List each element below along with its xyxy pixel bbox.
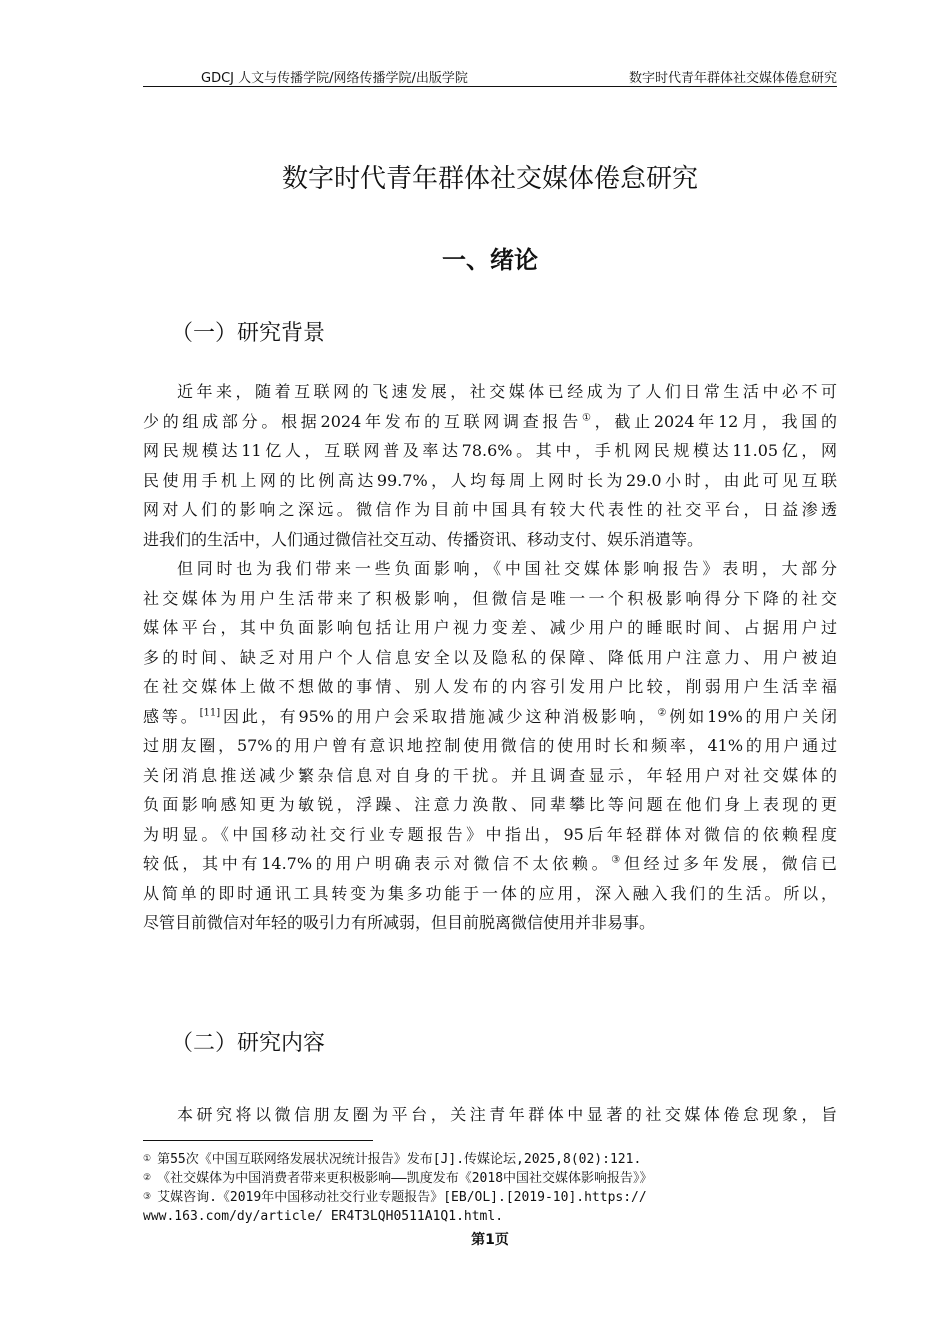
footnote-divider bbox=[143, 1140, 373, 1141]
footnote-text: 第55次《中国互联网络发展状况统计报告》发布[J].传媒论坛,2025,8(02):121. bbox=[157, 1152, 642, 1167]
footnotes bbox=[143, 1150, 843, 1226]
paragraph-line bbox=[143, 849, 837, 879]
paragraph-line: 关闭消息推送减少繁杂信息对自身的干扰。并且调查显示，年轻用户对社交媒体的 bbox=[143, 765, 837, 785]
body-text-background bbox=[143, 377, 837, 938]
paragraph-line: 进我们的生活中，人们通过微信社交互动、传播资讯、移动支付、娱乐消遣等。 bbox=[143, 529, 704, 549]
footnote-2 bbox=[143, 1169, 843, 1188]
subsection-heading-content: （二）研究内容 bbox=[171, 1031, 326, 1056]
text-run: 较低，其中有14.7%的用户明确表示对微信不太依赖。 bbox=[143, 854, 612, 873]
text-run: 少的组成部分。根据2024年发布的互联网调查报告 bbox=[143, 411, 582, 431]
footnote-marker: ③ bbox=[611, 854, 624, 866]
paragraph-line: 多的时间、缺乏对用户个人信息安全以及隐私的保障、降低用户注意力、用户被迫 bbox=[143, 647, 837, 667]
paragraph-line: 过朋友圈，57%的用户曾有意识地控制使用微信的使用时长和频率，41%的用户通过 bbox=[143, 736, 837, 755]
paragraph-line bbox=[143, 407, 837, 437]
footnote-marker: ② bbox=[657, 707, 670, 719]
footnote-marker: ① bbox=[581, 412, 595, 424]
header-right: 数字时代青年群体社交媒体倦怠研究 bbox=[628, 71, 837, 86]
running-header bbox=[143, 66, 837, 87]
paragraph-line: 尽管目前微信对年轻的吸引力有所减弱，但目前脱离微信使用并非易事。 bbox=[143, 913, 656, 932]
citation-marker: [11] bbox=[199, 707, 221, 719]
text-run: 感等。 bbox=[143, 706, 200, 726]
footnote-1 bbox=[143, 1150, 843, 1169]
page-number: 第1页 bbox=[471, 1232, 509, 1248]
paragraph-line: 本研究将以微信朋友圈为平台，关注青年群体中显著的社交媒体倦怠现象，旨 bbox=[177, 1105, 837, 1124]
paragraph-line: 为明显。《中国移动社交行业专题报告》中指出，95后年轻群体对微信的依赖程度 bbox=[143, 824, 837, 844]
paragraph-line: 网对人们的影响之深远。微信作为目前中国具有较大代表性的社交平台，日益渗透 bbox=[143, 500, 837, 519]
paragraph-line bbox=[143, 702, 837, 732]
footnote-text: 艾媒咨询.《2019年中国移动社交行业专题报告》[EB/OL].[2019-10].https:// bbox=[157, 1190, 647, 1205]
header-left: GDCJ 人文与传播学院/网络传播学院/出版学院 bbox=[201, 71, 468, 86]
paragraph-line: 在社交媒体上做不想做的事情、别人发布的内容引发用户比较，削弱用户生活幸福 bbox=[143, 677, 837, 696]
paragraph-line: 网民规模达11亿人，互联网普及率达78.6%。其中，手机网民规模达11.05亿，网 bbox=[143, 441, 837, 460]
page-title: 数字时代青年群体社交媒体倦怠研究 bbox=[281, 164, 698, 194]
paragraph-line: 社交媒体为用户生活带来了积极影响，但微信是唯一一个积极影响得分下降的社交 bbox=[143, 588, 837, 608]
paragraph-line: 民使用手机上网的比例高达99.7%，人均每周上网时长为29.0小时，由此可见互联 bbox=[143, 470, 837, 490]
subsection-heading-background: （一）研究背景 bbox=[171, 321, 326, 346]
footnote-text: 《社交媒体为中国消费者带来更积极影响——凯度发布《2018中国社交媒体影响报告》》 bbox=[157, 1171, 653, 1186]
text-run: ，截止2024年12月，我国的 bbox=[594, 411, 837, 431]
paragraph-line: 媒体平台，其中负面影响包括让用户视力变差、减少用户的睡眠时间、占据用户过 bbox=[143, 618, 837, 637]
footnote-3-continued: www.163.com/dy/article/ ER4T3LQH0511A1Q1.html. bbox=[143, 1209, 504, 1224]
text-run: 但经过多年发展，微信已 bbox=[623, 854, 837, 873]
section-heading-introduction: 一、绪论 bbox=[442, 246, 538, 274]
body-text-content bbox=[143, 1100, 837, 1130]
paragraph-line: 负面影响感知更为敏锐，浮躁、注意力涣散、同辈攀比等问题在他们身上表现的更 bbox=[143, 795, 837, 814]
footnote-3 bbox=[143, 1188, 843, 1207]
paragraph-line: 但同时也为我们带来一些负面影响，《中国社交媒体影响报告》表明，大部分 bbox=[177, 559, 837, 578]
footnote-marker: ③ bbox=[143, 1192, 152, 1202]
text-run: 因此，有95%的用户会采取措施减少这种消极影响， bbox=[220, 706, 658, 726]
paragraph-line: 近年来，随着互联网的飞速发展，社交媒体已经成为了人们日常生活中必不可 bbox=[177, 382, 837, 401]
text-run: 例如19%的用户关闭 bbox=[669, 706, 837, 726]
paragraph-line: 从简单的即时通讯工具转变为集多功能于一体的应用，深入融入我们的生活。所以， bbox=[143, 883, 837, 903]
footnote-marker: ① bbox=[143, 1154, 152, 1164]
footnote-marker: ② bbox=[143, 1173, 152, 1183]
